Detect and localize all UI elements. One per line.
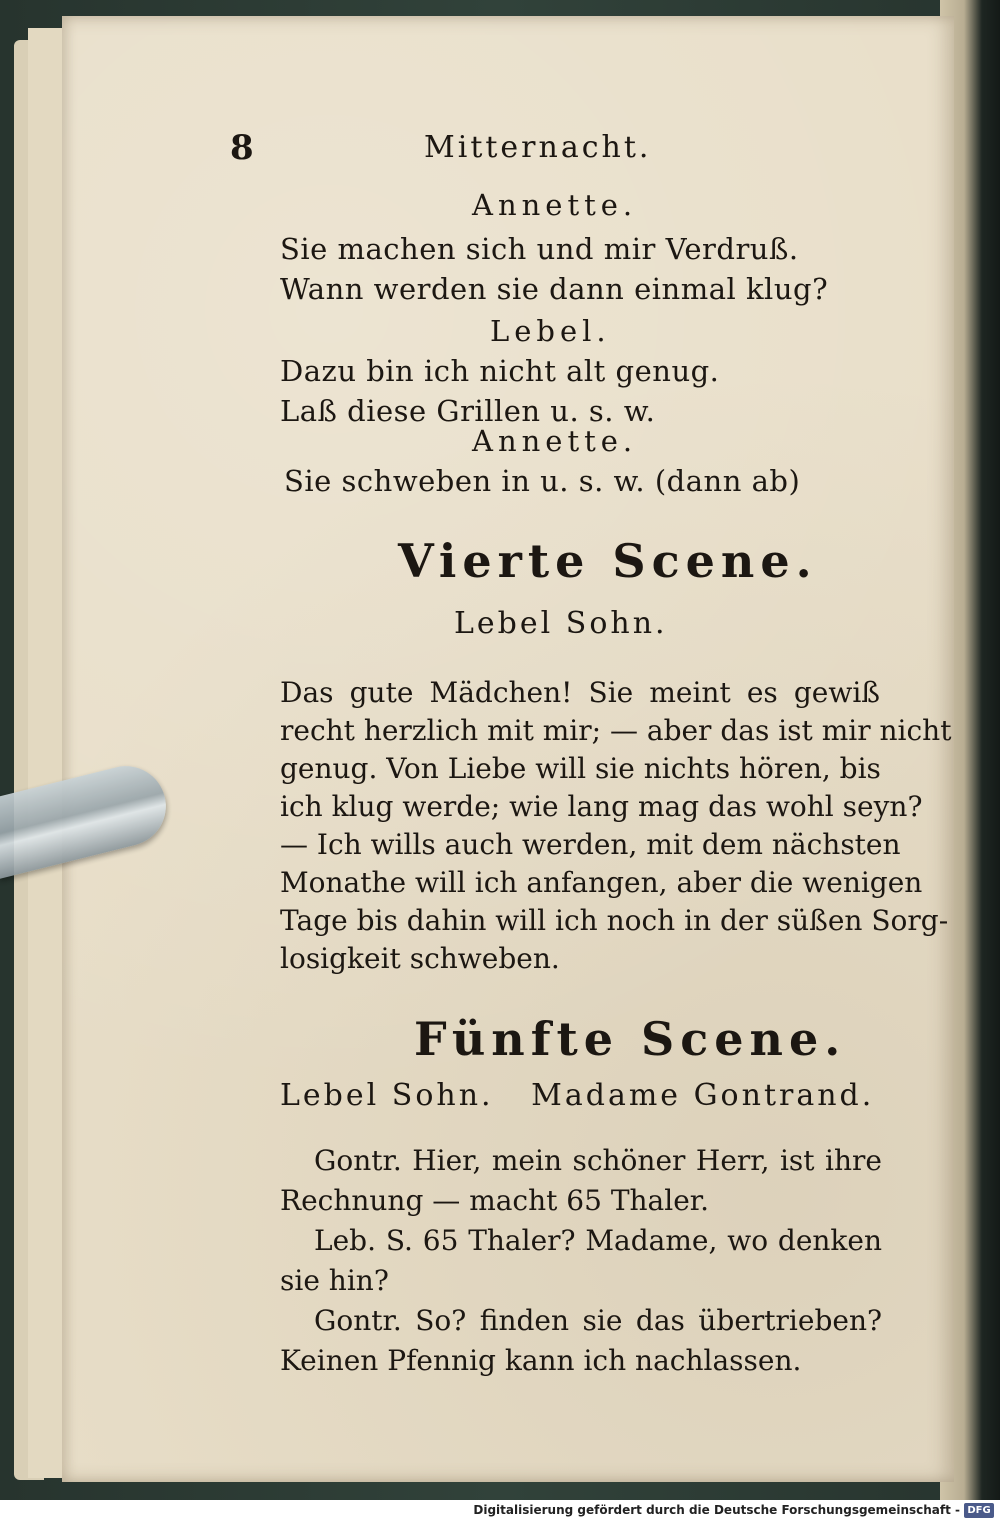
prose-line: genug. Von Liebe will sie nichts hören, bis — [280, 752, 881, 785]
dfg-logo-badge: DFG — [964, 1503, 994, 1518]
speaker-name: Annette. — [472, 424, 638, 458]
verse-line: Dazu bin ich nicht alt genug. — [280, 354, 720, 388]
verse-line: Wann werden sie dann einmal klug? — [280, 272, 829, 306]
verse-line: Laß diese Grillen u. s. w. — [280, 394, 656, 428]
speaker-name: Lebel. — [490, 314, 611, 348]
running-head: Mitternacht. — [424, 130, 652, 165]
prose-line: — Ich wills auch werden, mit dem nächsten — [280, 828, 901, 861]
scene-cast: Lebel Sohn. — [454, 606, 668, 641]
prose-line: ich klug werde; wie lang mag das wohl seyn? — [280, 790, 923, 823]
prose-line: Leb. S. 65 Thaler? Madame, wo denken — [314, 1224, 882, 1257]
prose-line: Monathe will ich anfangen, aber die wenigen — [280, 866, 923, 899]
funding-credit: Digitalisierung gefördert durch die Deutsche Forschungsgemeinschaft - — [473, 1503, 960, 1517]
prose-line: Das gute Mädchen! Sie meint es gewiß — [280, 676, 880, 709]
digitization-footer — [0, 1500, 1000, 1522]
prose-line: sie hin? — [280, 1264, 389, 1297]
prose-line: Tage bis dahin will ich noch in der süßen Sorg- — [280, 904, 949, 937]
prose-line: Gontr. So? finden sie das übertrieben? — [314, 1304, 882, 1337]
prose-line: Rechnung — macht 65 Thaler. — [280, 1184, 709, 1217]
scene-title: Vierte Scene. — [398, 534, 818, 588]
verse-line: Sie machen sich und mir Verdruß. — [280, 232, 799, 266]
prose-line: Gontr. Hier, mein schöner Herr, ist ihre — [314, 1144, 882, 1177]
scene-title: Fünfte Scene. — [414, 1012, 847, 1066]
speaker-name: Annette. — [472, 188, 638, 222]
scene-cast: Lebel Sohn. Madame Gontrand. — [280, 1078, 875, 1113]
prose-line: recht herzlich mit mir; — aber das ist mir nicht — [280, 714, 952, 747]
verse-line: Sie schweben in u. s. w. (dann ab) — [284, 464, 801, 498]
page-number: 8 — [230, 128, 254, 168]
prose-line: losigkeit schweben. — [280, 942, 560, 975]
prose-line: Keinen Pfennig kann ich nachlassen. — [280, 1344, 802, 1377]
book-page — [62, 16, 954, 1482]
